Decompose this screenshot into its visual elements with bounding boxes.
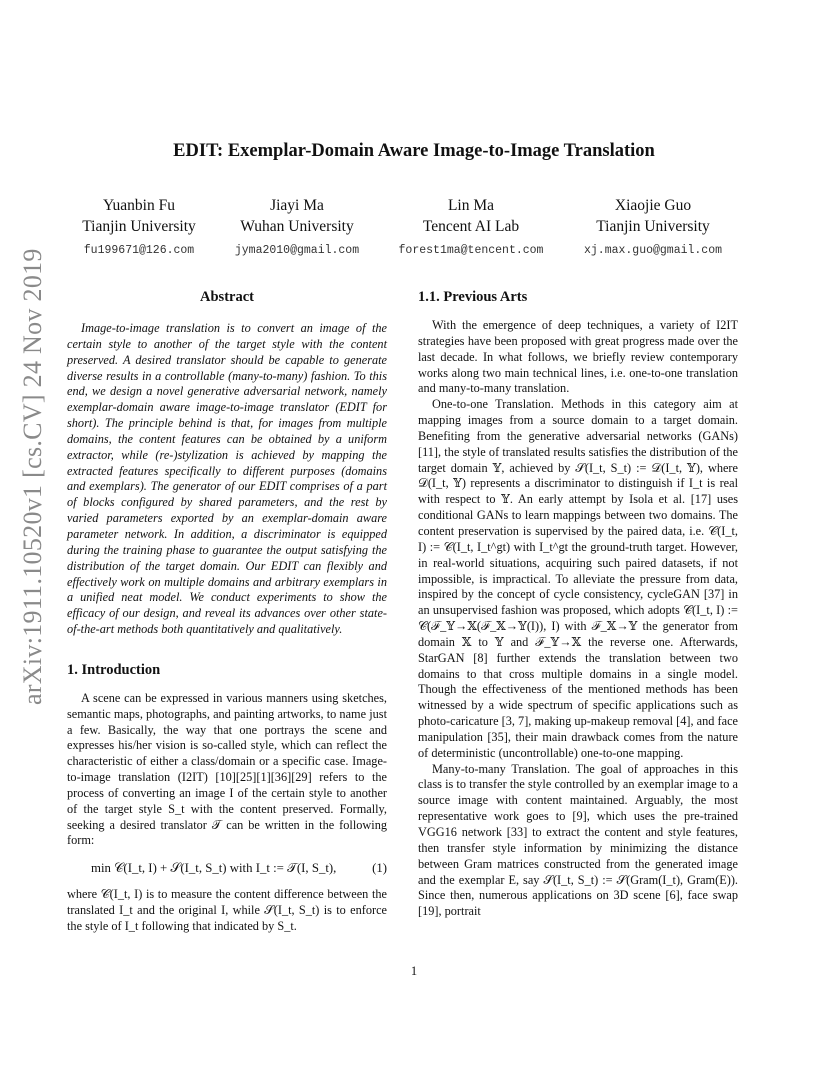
author-block — [212, 195, 382, 261]
previous-arts-paragraph: Many-to-many Translation. The goal of approaches in this class is to transfer the style controlled by an exemplar image to a source image with content maintained. Arguably, the most representative work goes to [9], which uses the pre-trained VGG16 network [33] to extract the content and style features, then transfer style information by minimizing the distance between Gram matrices constructed from the generated image and the exemplar E, say 𝒮(I_t, S_t) := 𝒮(Gram(I_t), Gram(E)). Since then, numerous applications on 3D scene [6], face swap [19], portrait — [418, 761, 738, 919]
previous-arts-heading: 1.1. Previous Arts — [418, 289, 528, 305]
right-column — [418, 287, 738, 920]
author-email[interactable]: jyma2010@gmail.com — [234, 244, 360, 257]
previous-arts-paragraph: With the emergence of deep techniques, a variety of I2IT strategies have been proposed with great progress made over the last decade. In what follows, we briefly review contemporary works along two main technical lines, i.e. one-to-one translation and many-to-many translation. — [418, 318, 738, 396]
left-column — [67, 287, 387, 935]
author-email[interactable]: xj.max.guo@gmail.com — [583, 244, 723, 257]
author-affiliation: Tianjin University — [82, 218, 196, 235]
author-affiliation: Tencent AI Lab — [422, 218, 520, 235]
author-block — [386, 195, 556, 261]
equation-1 — [67, 857, 387, 879]
equation-expression: min 𝒞(I_t, I) + 𝒮(I_t, S_t) with I_t := 𝒯(I, S_t), — [91, 861, 337, 876]
author-block — [54, 195, 224, 261]
author-name: Xiaojie Guo — [614, 197, 692, 214]
arxiv-sidebar-stamp: arXiv:1911.10520v1 [cs.CV] 24 Nov 2019 — [18, 248, 47, 705]
author-name: Lin Ma — [447, 197, 495, 214]
author-name: Jiayi Ma — [270, 197, 324, 214]
author-affiliation: Wuhan University — [240, 218, 354, 235]
author-name: Yuanbin Fu — [103, 197, 175, 214]
abstract-heading: Abstract — [200, 289, 254, 305]
introduction-paragraph: where 𝒞(I_t, I) is to measure the content difference between the translated I_t and the original I, while 𝒮(I_t, S_t) is to enforce the style of I_t following that indicated by S_t. — [67, 887, 387, 933]
author-affiliation: Tianjin University — [596, 218, 710, 235]
author-email[interactable]: fu199671@126.com — [83, 244, 195, 257]
previous-arts-paragraph: One-to-one Translation. Methods in this category aim at mapping images from a source domain to a target domain. Benefiting from the generative adversarial networks (GANs) [11], the style of translated results satisfies the distribution of the target domain 𝕐, achieved by 𝒮(I_t, S_t) := 𝒟(I_t, 𝕐), where 𝒟(I_t, 𝕐) represents a discriminator to distinguish if I_t is real with respect to 𝕐. An early attempt by Isola et al. [17] uses conditional GANs to learn mappings between two domains. The content preservation is supervised by the paired data, i.e. 𝒞(I_t, I) := 𝒞(I_t, I_t^gt) with I_t^gt the ground-truth target. However, in real-world situations, acquiring such paired datasets, if not impossible, is impractical. To alleviate the pressure from data, inspired by the concept of cycle consistency, cycleGAN [37] in an unsupervised fashion was proposed, which adopts 𝒞(I_t, I) := 𝒞(ℱ_𝕐→𝕏(ℱ_𝕏→𝕐(I)), I) with ℱ_𝕏→𝕐 the generator from domain 𝕏 to 𝕐 and ℱ_𝕐→𝕏 the reverse one. Afterwards, StarGAN [8] further extends the translation between two domains to that cross multiple domains in a single model. Though the effectiveness of the mentioned methods has been witnessed by a wide spectrum of specific applications such as photo-caricature [3, 7], making up-makeup removal [4], and face manipulation [35], their main drawback comes from the nature of deterministic (uncontrollable) one-to-one mapping. — [418, 397, 738, 760]
introduction-paragraph: A scene can be expressed in various manners using sketches, semantic maps, photographs, and painting artworks, to name just a few. Basically, the way that one portrays the scene and expresses his/her vision is so-called style, which can reflect the characteristic of either a class/domain or a specific case. Image-to-image translation (I2IT) [10][25][1][36][29] refers to the process of converting an image I of the certain style to another of the target style S_t with the content preserved. Formally, seeking a desired translator 𝒯 can be written in the following form: — [67, 690, 387, 848]
paper-title: EDIT: Exemplar-Domain Aware Image-to-Image Translation — [173, 141, 655, 161]
author-block — [568, 195, 738, 261]
page-number: 1 — [410, 964, 418, 978]
author-email[interactable]: forest1ma@tencent.com — [398, 244, 544, 257]
equation-number: (1) — [372, 861, 387, 876]
introduction-heading: 1. Introduction — [67, 661, 161, 678]
abstract-text: Image-to-image translation is to convert an image of the certain style to another of the target style with the content preserved. A desired translator should be capable to generate diverse results in a controllable (many-to-many) fashion. To this end, we design a novel generative adversarial network, namely exemplar-domain aware image-to-image translator (EDIT for short). The principle behind is that, for images from multiple domains, the content features can be obtained by a uniform extractor, while (re-)stylization is achieved by mapping the extracted features specifically to different purposes (domains and exemplars). The generator of our EDIT comprises of a part of blocks configured by shared parameters, and the rest by varied parameters exported by an exemplar-domain aware parameter network. In addition, a discriminator is equipped during the training phase to guarantee the output satisfying the distribution of the target domain. Our EDIT can flexibly and effectively work on multiple domains and arbitrary exemplars in a unified neat model. We conduct experiments to show the efficacy of our design, and reveal its advances over other state-of-the-art methods both quantitatively and qualitatively. — [67, 321, 387, 637]
